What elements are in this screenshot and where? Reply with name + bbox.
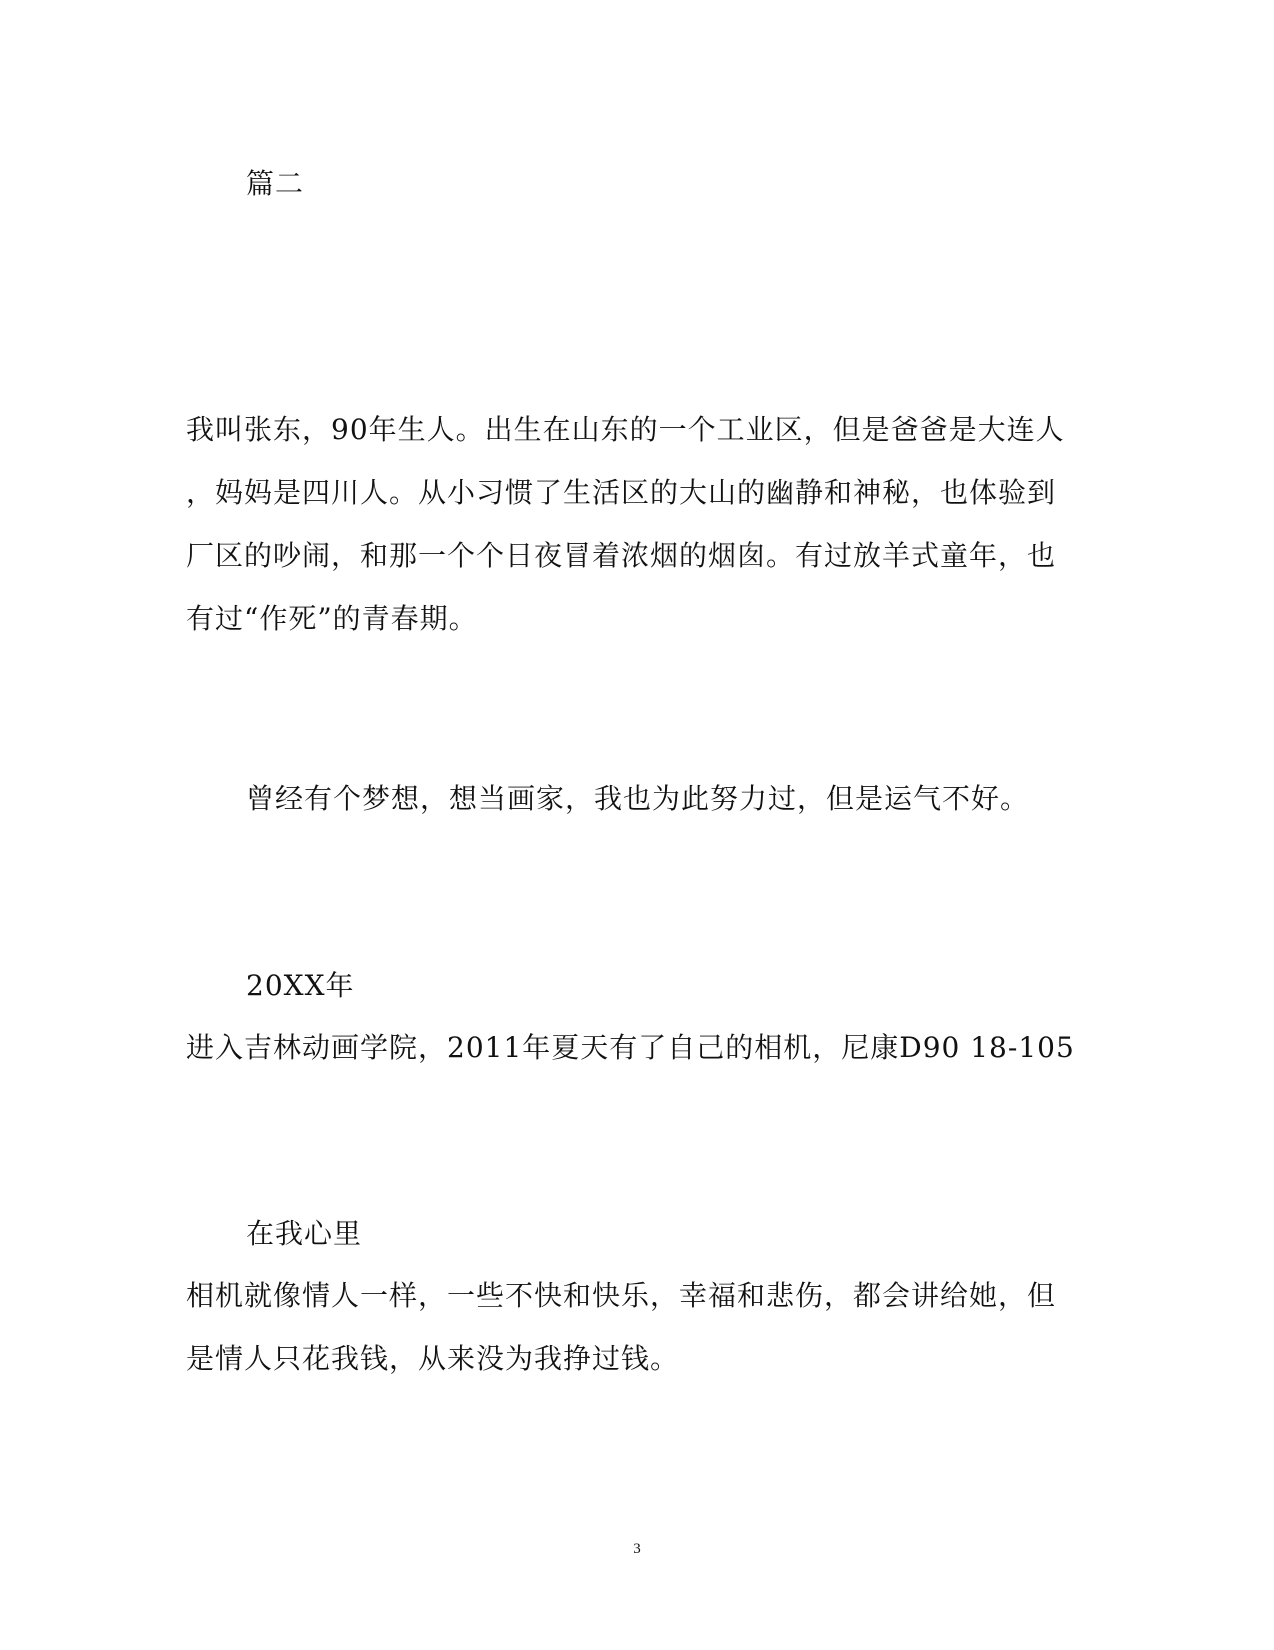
section-heading: 篇二 <box>246 167 305 200</box>
paragraph-line: 进入吉林动画学院，2011年夏天有了自己的相机，尼康D90 18-105 <box>186 1031 1075 1064</box>
paragraph-line: 我叫张东，90年生人。出生在山东的一个工业区，但是爸爸是大连人 <box>186 413 1065 446</box>
paragraph-line: 有过“作死”的青春期。 <box>186 602 478 635</box>
paragraph-line: 在我心里 <box>246 1217 363 1250</box>
paragraph-line: 相机就像情人一样，一些不快和快乐，幸福和悲伤，都会讲给她，但 <box>186 1279 1057 1312</box>
paragraph-line: ，妈妈是四川人。从小习惯了生活区的大山的幽静和神秘，也体验到 <box>186 476 1057 509</box>
paragraph-line: 曾经有个梦想，想当画家，我也为此努力过，但是运气不好。 <box>246 782 1030 815</box>
paragraph-line: 20XX年 <box>246 969 355 1002</box>
page-number: 3 <box>633 1541 641 1557</box>
paragraph-line: 厂区的吵闹，和那一个个日夜冒着浓烟的烟囱。有过放羊式童年，也 <box>186 539 1057 572</box>
paragraph-line: 是情人只花我钱，从来没为我挣过钱。 <box>186 1342 680 1375</box>
